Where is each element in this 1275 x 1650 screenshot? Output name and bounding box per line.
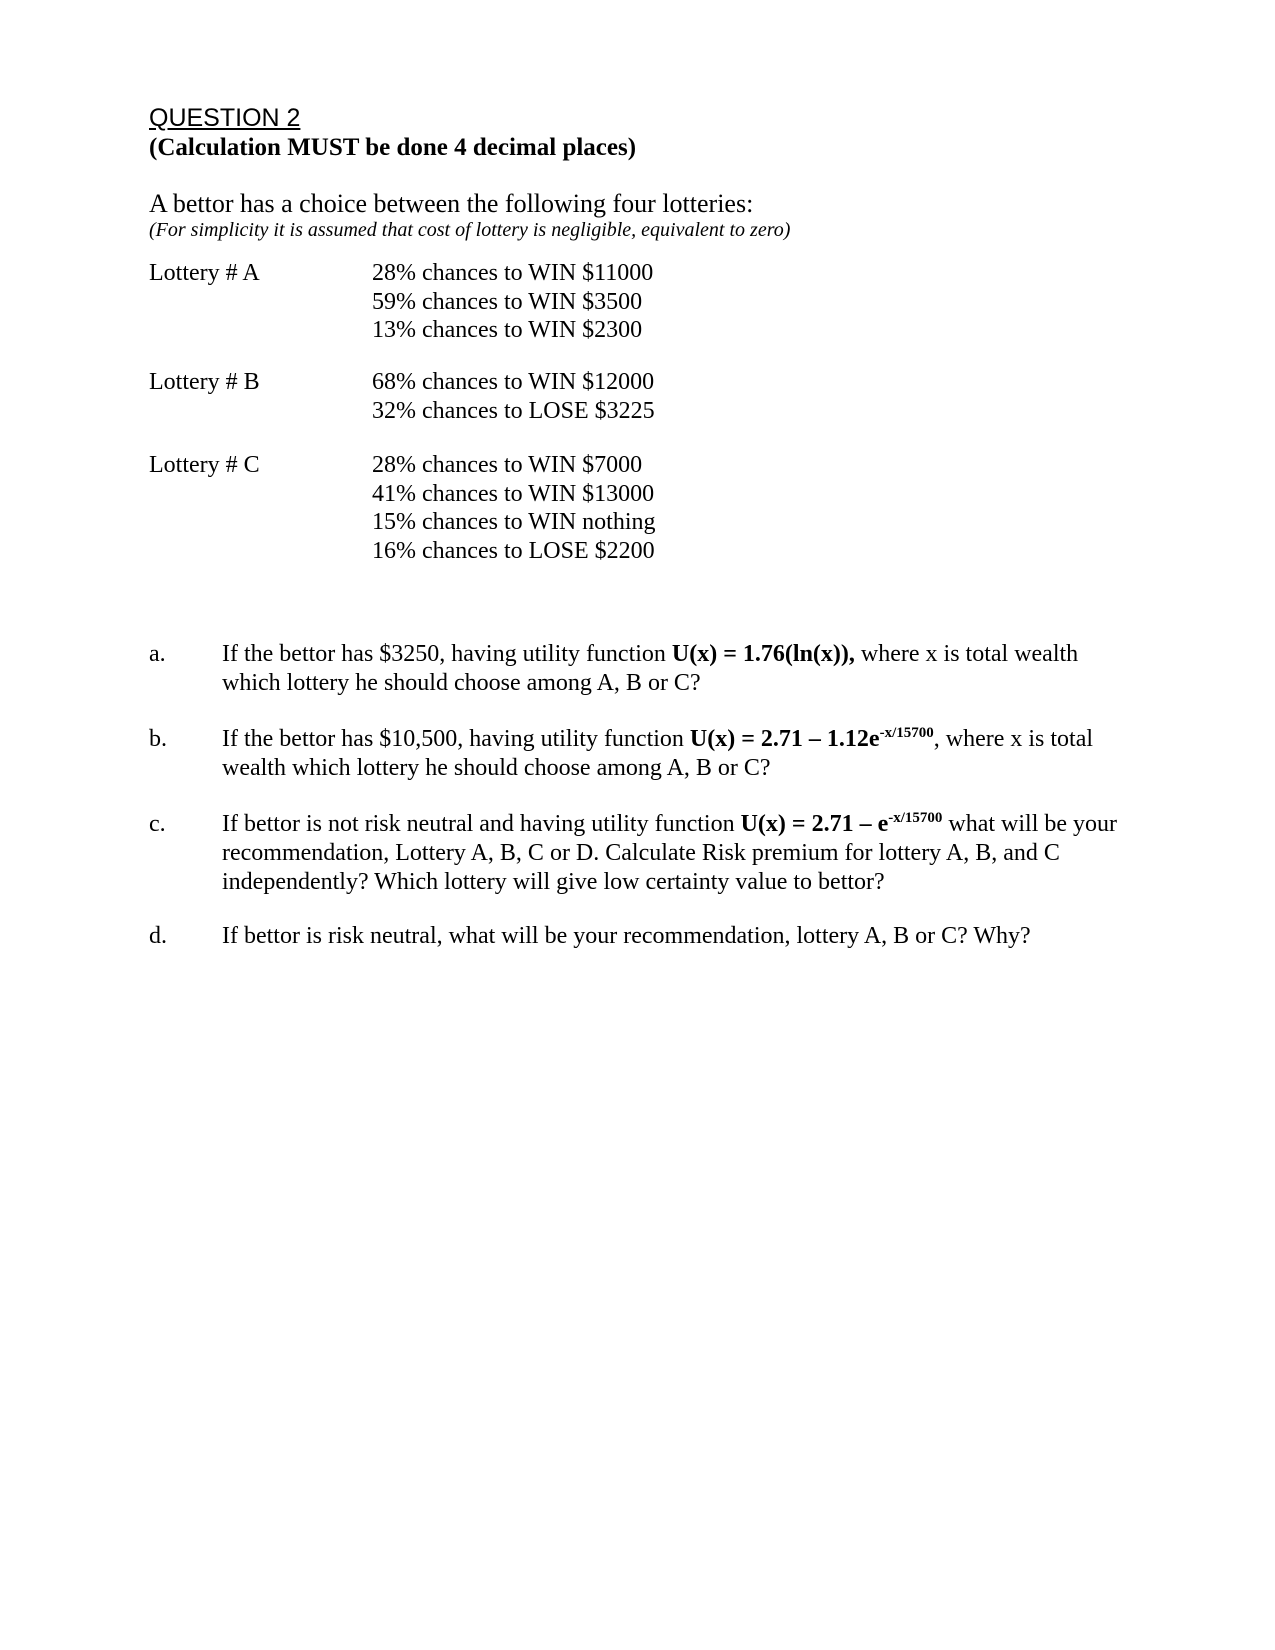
question-line: independently? Which lottery will give low certainty value to bettor? [222,869,885,895]
outcome-line: 32% chances to LOSE $3225 [372,397,655,424]
outcome-line: 28% chances to WIN $11000 [372,260,654,286]
question-c-text [222,810,1117,897]
utility-formula: U(x) = 2.71 – e [740,811,889,837]
text-run: where x is total wealth [854,641,1079,667]
question-subtitle: (Calculation MUST be done 4 decimal places) [149,134,637,161]
question-line [222,640,1078,669]
text-run: what will be your [942,811,1118,837]
intro-note: (For simplicity it is assumed that cost of lottery is negligible, equivalent to zero) [149,219,791,241]
lottery-a-outcomes [372,259,653,345]
question-line [222,810,1117,839]
outcome-line: 41% chances to WIN $13000 [372,480,655,507]
question-d-text [222,922,1031,951]
formula-exponent: -x/15700 [888,810,943,826]
question-line: recommendation, Lottery A, B, C or D. Calculate Risk premium for lottery A, B, and C [222,840,1060,866]
question-b-text [222,725,1093,783]
question-a-text [222,640,1078,698]
question-title: QUESTION 2 [149,104,301,132]
question-a-marker: a. [149,641,166,667]
question-d-marker: d. [149,923,167,949]
outcome-line: 15% chances to WIN nothing [372,509,656,535]
lottery-c-outcomes [372,451,656,565]
text-run: If the bettor has $3250, having utility function [222,641,672,667]
lottery-c-label: Lottery # C [149,452,260,478]
outcome-line: 28% chances to WIN $7000 [372,452,643,478]
question-line: which lottery he should choose among A, B or C? [222,670,701,696]
lottery-b-outcomes [372,368,655,425]
question-line [222,725,1093,754]
lottery-a-label: Lottery # A [149,260,260,286]
question-line: wealth which lottery he should choose among A, B or C? [222,755,771,781]
outcome-line: 13% chances to WIN $2300 [372,317,643,343]
lottery-b-label: Lottery # B [149,369,260,395]
text-run: If the bettor has $10,500, having utility function [222,726,690,752]
question-b-marker: b. [149,726,167,752]
question-line: If bettor is risk neutral, what will be your recommendation, lottery A, B or C? Why? [222,923,1031,949]
intro-text: A bettor has a choice between the following four lotteries: [149,189,754,218]
outcome-line: 68% chances to WIN $12000 [372,369,655,395]
utility-formula: U(x) = 2.71 – 1.12e [689,726,880,752]
text-run: If bettor is not risk neutral and having utility function [222,811,741,837]
formula-exponent: -x/15700 [879,725,934,741]
text-run: , where x is total [933,726,1094,752]
question-c-marker: c. [149,811,166,837]
outcome-line: 16% chances to LOSE $2200 [372,537,655,564]
utility-formula: U(x) = 1.76(ln(x)), [671,641,855,667]
outcome-line: 59% chances to WIN $3500 [372,288,643,315]
